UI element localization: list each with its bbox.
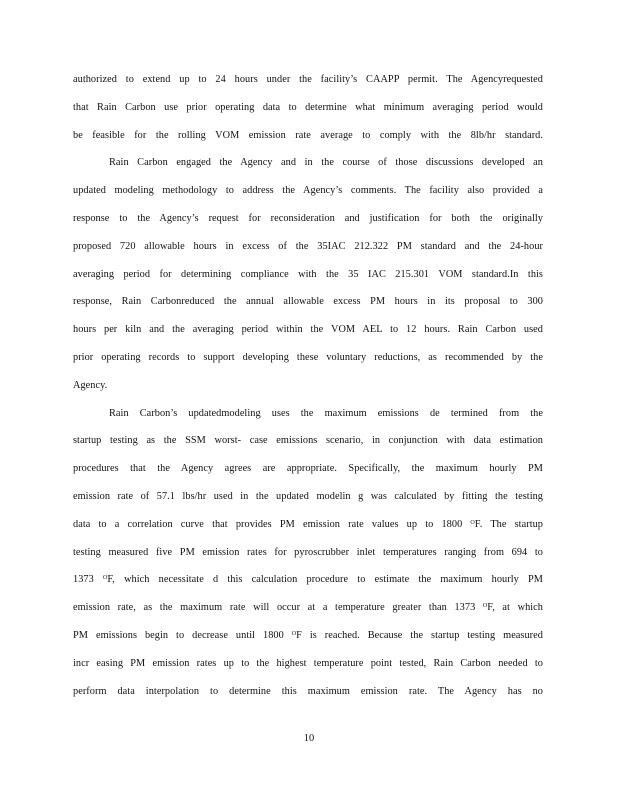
text-line: proposed 720 allowable hours in excess of the 35IAC 212.322 PM standard and the 24-hour: [73, 240, 543, 252]
text-line: authorized to extend up to 24 hours under the facility’s CAAPP permit. The Agencyrequested: [73, 74, 543, 85]
text-line: hours per kiln and the averaging period within the VOM AEL to 12 hours. Rain Carbon used: [73, 324, 543, 336]
text-line: Rain Carbon engaged the Agency and in the course of those discussions developed an: [109, 157, 543, 169]
text-line: response, Rain Carbonreduced the annual allowable excess PM hours in its proposal to 300: [73, 296, 543, 308]
body-text: [73, 71, 543, 710]
text-line: emission rate, as the maximum rate will occur at a temperature greater than 1373 ᴼF, at which: [73, 602, 543, 614]
text-line: testing measured five PM emission rates for pyroscrubber inlet temperatures ranging from 694 to: [73, 546, 543, 558]
text-line: averaging period for determining compliance with the 35 IAC 215.301 VOM standard.In this: [73, 268, 543, 280]
text-line: incr easing PM emission rates up to the highest temperature point tested, Rain Carbon needed to: [73, 657, 543, 669]
text-line: PM emissions begin to decrease until 1800 ᴼF is reached. Because the startup testing measured: [73, 629, 543, 641]
text-line: perform data interpolation to determine this maximum emission rate. The Agency has no: [73, 685, 543, 697]
text-line: updated modeling methodology to address the Agency’s comments. The facility also provided a: [73, 185, 543, 197]
text-line: be feasible for the rolling VOM emission rate average to comply with the 8lb/hr standard.: [73, 129, 543, 141]
text-line: Rain Carbon’s updatedmodeling uses the maximum emissions de termined from the: [109, 407, 543, 419]
text-line: prior operating records to support developing these voluntary reductions, as recommended by the: [73, 351, 543, 363]
page-number: 10: [303, 733, 315, 744]
text-line: Agency.: [73, 379, 108, 391]
text-line: response to the Agency’s request for reconsideration and justification for both the originally: [73, 212, 543, 224]
text-line: data to a correlation curve that provides PM emission rate values up to 1800 ᴼF. The startup: [73, 518, 543, 530]
text-line: that Rain Carbon use prior operating data to determine what minimum averaging period would: [73, 101, 543, 113]
text-line: startup testing as the SSM worst- case emissions scenario, in conjunction with data estimation: [73, 435, 543, 447]
text-line: emission rate of 57.1 lbs/hr used in the updated modelin g was calculated by fitting the testing: [73, 490, 543, 502]
text-line: 1373 ᴼF, which necessitate d this calculation procedure to estimate the maximum hourly PM: [73, 574, 543, 586]
text-line: procedures that the Agency agrees are appropriate. Specifically, the maximum hourly PM: [73, 463, 543, 475]
